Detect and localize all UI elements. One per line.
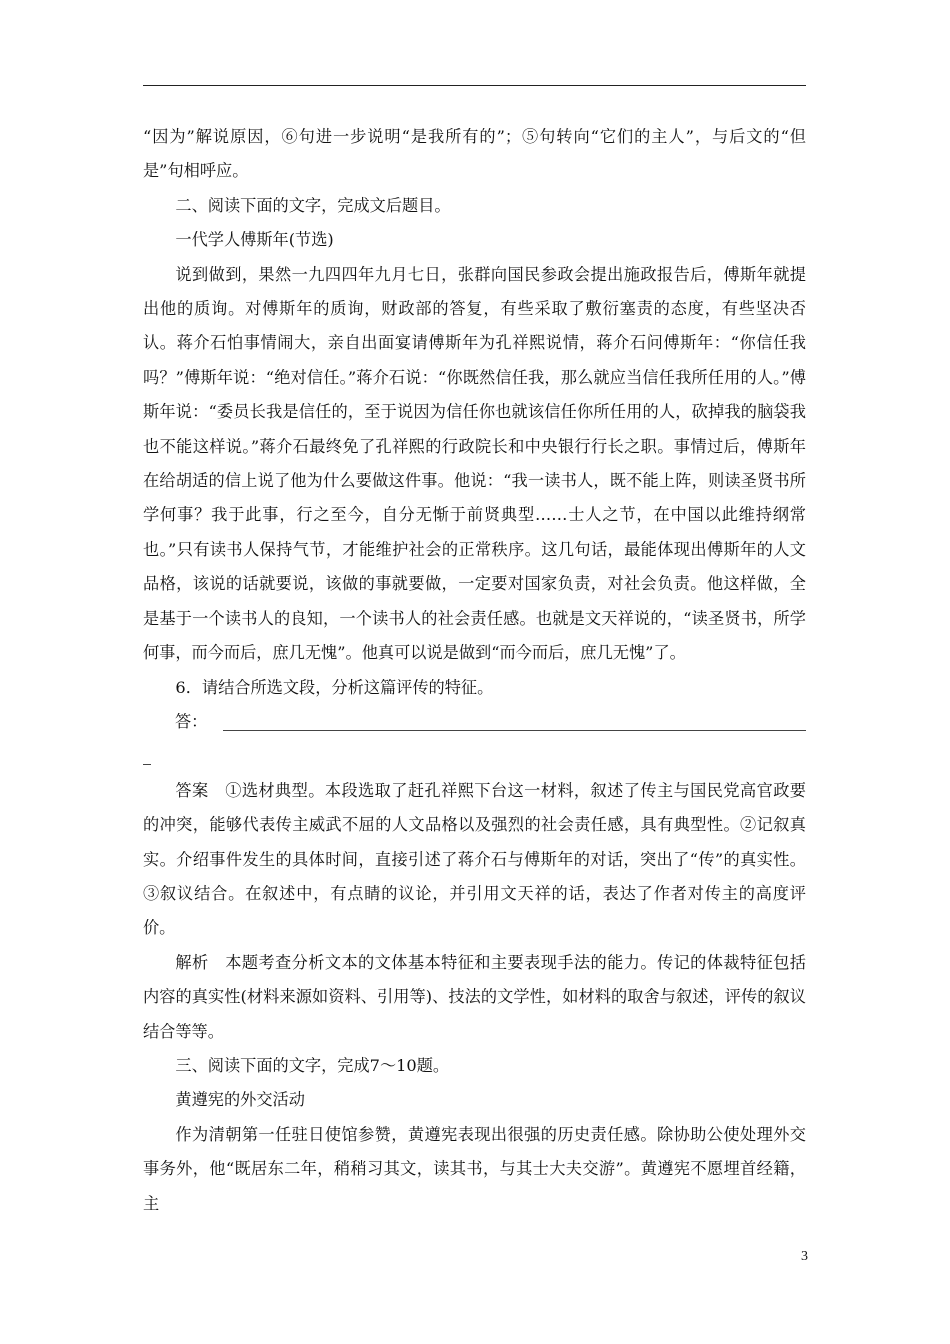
answer-blank-dash bbox=[143, 764, 151, 765]
answer-blank-continuation bbox=[143, 739, 806, 773]
section-two-heading: 二、阅读下面的文字，完成文后题目。 bbox=[175, 195, 451, 215]
page-content bbox=[143, 120, 806, 1221]
paragraph-continuation: “因为”解说原因，⑥句进一步说明“是我所有的”；⑤句转向“它们的主人”，与后文的“但是”句相呼应。 bbox=[143, 127, 806, 181]
answer-line bbox=[143, 705, 806, 739]
passage-body-2: 作为清朝第一任驻日使馆参赞，黄遵宪表现出很强的历史责任感。除协助公使处理外交事务外，他“既居东二年，稍稍习其文，读其书，与其士大夫交游”。黄遵宪不愿埋首经籍，主 bbox=[143, 1124, 806, 1213]
answer-label: 答： bbox=[175, 711, 208, 731]
answer-text: 答案 ①选材典型。本段选取了赶孔祥熙下台这一材料，叙述了传主与国民党高官政要的冲突，能够代表传主威武不屈的人文品格以及强烈的社会责任感，具有典型性。②记叙真实。介绍事件发生的具体时间，直接引述了蒋介石与傅斯年的对话，突出了“传”的真实性。③叙议结合。在叙述中，有点睛的议论，并引用文天祥的话，表达了作者对传主的高度评价。 bbox=[143, 780, 806, 938]
analysis-text: 解析 本题考查分析文本的文体基本特征和主要表现手法的能力。传记的体裁特征包括内容的真实性(材料来源如资料、引用等)、技法的文学性，如材料的取舍与叙述，评传的叙议结合等等。 bbox=[143, 952, 806, 1041]
passage-title: 一代学人傅斯年(节选) bbox=[175, 230, 334, 250]
header-rule bbox=[143, 85, 806, 86]
question-6: 6．请结合所选文段，分析这篇评传的特征。 bbox=[175, 677, 494, 697]
passage-title-2: 黄遵宪的外交活动 bbox=[175, 1090, 305, 1110]
answer-blank-rule bbox=[223, 730, 806, 731]
passage-body: 说到做到，果然一九四四年九月七日，张群向国民参政会提出施政报告后，傅斯年就提出他的质询。对傅斯年的质询，财政部的答复，有些采取了敷衍塞责的态度，有些坚决否认。蒋介石怕事情闹大，亲自出面宴请傅斯年为孔祥熙说情，蒋介石问傅斯年：“你信任我吗？”傅斯年说：“绝对信任。”蒋介石说：“你既然信任我，那么就应当信任我所任用的人。”傅斯年说：“委员长我是信任的，至于说因为信任你也就该信任你所任用的人，砍掉我的脑袋我也不能这样说。”蒋介石最终免了孔祥熙的行政院长和中央银行行长之职。事情过后，傅斯年在给胡适的信上说了他为什么要做这件事。他说：“我一读书人，既不能上阵，则读圣贤书所学何事？我于此事，行之至今，自分无惭于前贤典型……士人之节，在中国以此维持纲常也。”只有读书人保持气节，才能维护社会的正常秩序。这几句话，最能体现出傅斯年的人文品格，该说的话就要说，该做的事就要做，一定要对国家负责，对社会负责。他这样做，全是基于一个读书人的良知，一个读书人的社会责任感。也就是文天祥说的，“读圣贤书，所学何事，而今而后，庶几无愧”。他真可以说是做到“而今而后，庶几无愧”了。 bbox=[143, 264, 806, 663]
section-three-heading: 三、阅读下面的文字，完成7～10题。 bbox=[175, 1055, 450, 1075]
page-number: 3 bbox=[801, 1249, 808, 1264]
